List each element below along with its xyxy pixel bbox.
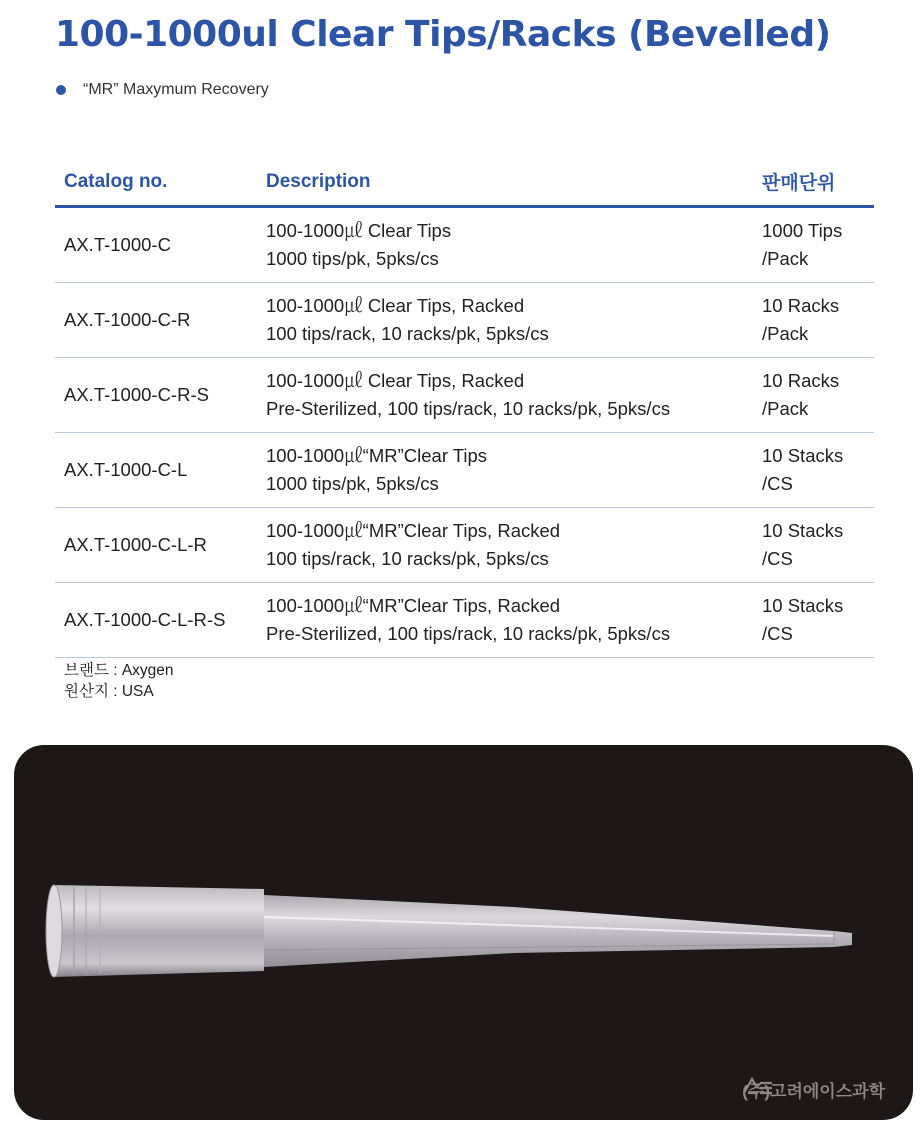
- company-logo-icon: [742, 1077, 774, 1095]
- description-line-1: 100-1000㎕ Clear Tips, Racked: [266, 295, 525, 316]
- description-line-1: 100-1000㎕“MR”Clear Tips, Racked: [266, 595, 561, 616]
- feature-text: “MR” Maxymum Recovery: [83, 81, 269, 98]
- company-watermark: [742, 1077, 885, 1102]
- description-line-1: 100-1000㎕“MR”Clear Tips, Racked: [266, 520, 561, 541]
- table-row: [55, 283, 874, 358]
- catalog-cell: AX.T-1000-C-L: [64, 459, 188, 480]
- unit-line-2: /CS: [762, 548, 793, 569]
- description-line-2: 1000 tips/pk, 5pks/cs: [266, 473, 439, 494]
- catalog-cell: AX.T-1000-C-L-R: [64, 534, 207, 555]
- unit-line-1: 10 Stacks: [762, 520, 844, 541]
- header-unit: 판매단위: [762, 173, 836, 194]
- description-line-1: 100-1000㎕“MR”Clear Tips: [266, 445, 488, 466]
- unit-line-2: /CS: [762, 473, 793, 494]
- unit-line-1: 10 Racks: [762, 370, 840, 391]
- catalog-cell: AX.T-1000-C-R-S: [64, 384, 209, 405]
- unit-cell: [762, 442, 874, 498]
- description-line-2: 100 tips/rack, 10 racks/pk, 5pks/cs: [266, 323, 549, 344]
- description-line-2: Pre-Sterilized, 100 tips/rack, 10 racks/pk, 5pks/cs: [266, 623, 671, 644]
- description-line-1: 100-1000㎕ Clear Tips, Racked: [266, 370, 525, 391]
- unit-line-2: /Pack: [762, 323, 809, 344]
- table-row: [55, 433, 874, 508]
- pipette-tip-image: [14, 745, 913, 1120]
- header-catalog: Catalog no.: [64, 170, 168, 192]
- header-description: Description: [266, 170, 371, 192]
- product-table: [55, 158, 874, 658]
- description-cell: [266, 367, 762, 423]
- table-row: [55, 208, 874, 283]
- description-line-2: Pre-Sterilized, 100 tips/rack, 10 racks/pk, 5pks/cs: [266, 398, 671, 419]
- description-cell: [266, 217, 762, 273]
- unit-line-2: /CS: [762, 623, 793, 644]
- unit-line-2: /Pack: [762, 398, 809, 419]
- catalog-cell: AX.T-1000-C: [64, 234, 171, 255]
- description-cell: [266, 442, 762, 498]
- description-cell: [266, 517, 762, 573]
- brand-note: 브랜드 : Axygen: [64, 662, 174, 679]
- table-row: [55, 583, 874, 658]
- table-header: [55, 158, 874, 208]
- unit-line-1: 10 Racks: [762, 295, 840, 316]
- feature-bullet: [56, 81, 269, 99]
- description-line-2: 1000 tips/pk, 5pks/cs: [266, 248, 439, 269]
- unit-line-2: /Pack: [762, 248, 809, 269]
- table-row: [55, 508, 874, 583]
- table-row: [55, 358, 874, 433]
- unit-cell: [762, 217, 874, 273]
- unit-line-1: 10 Stacks: [762, 595, 844, 616]
- origin-note: 원산지 : USA: [64, 683, 154, 700]
- unit-line-1: 1000 Tips: [762, 220, 843, 241]
- page-title: 100-1000ul Clear Tips/Racks (Bevelled): [55, 14, 831, 55]
- description-line-2: 100 tips/rack, 10 racks/pk, 5pks/cs: [266, 548, 549, 569]
- description-cell: [266, 292, 762, 348]
- description-line-1: 100-1000㎕ Clear Tips: [266, 220, 452, 241]
- bullet-dot-icon: [56, 85, 66, 95]
- company-name: (주)고려에이스과학: [742, 1082, 885, 1101]
- catalog-cell: AX.T-1000-C-L-R-S: [64, 609, 226, 630]
- product-photo: [14, 745, 913, 1120]
- unit-cell: [762, 592, 874, 648]
- unit-cell: [762, 292, 874, 348]
- unit-cell: [762, 517, 874, 573]
- description-cell: [266, 592, 762, 648]
- unit-cell: [762, 367, 874, 423]
- product-notes: [64, 660, 174, 702]
- unit-line-1: 10 Stacks: [762, 445, 844, 466]
- catalog-cell: AX.T-1000-C-R: [64, 309, 191, 330]
